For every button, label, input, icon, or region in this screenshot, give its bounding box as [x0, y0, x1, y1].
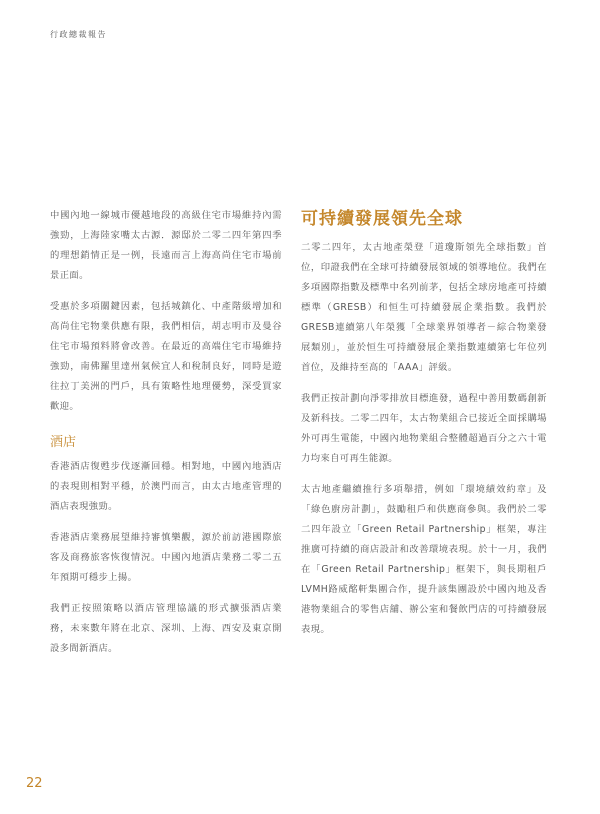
right-column — [301, 206, 547, 651]
hotels-paragraph-2: 香港酒店業務展望維持審慎樂觀，源於前訪港國際旅客及商務旅客恢復情況。中國內地酒店業務二零二五年預期可穩步上揚。 — [50, 532, 282, 583]
residential-outlook-paragraph: 受惠於多項關鍵因素，包括城鎮化、中產階級增加和高尚住宅物業供應有限，我們相信，胡志明市及曼谷住宅市場預料將會改善。在最近的高端住宅市場維持強勁，南佛羅里達州氣候宜人和稅制良好，同時是遊往拉丁美洲的門戶，具有策略性地理優勢，深受買家歡迎。 — [50, 301, 282, 412]
hotels-paragraph-1: 香港酒店復甦步伐逐漸回穩。相對地，中國內地酒店的表現則相對平穩，於澳門而言，由太古地產管理的酒店表現強勁。 — [50, 461, 282, 512]
sustainability-paragraph-2: 我們正按計劃向淨零排放目標進發，過程中善用數碼創新及新科技。二零二四年，太古物業組合已接近全面採購場外可再生電能，中國內地物業組合整體超過百分之六十電力均來自可再生能源。 — [301, 393, 547, 464]
sustainability-heading: 可持續發展領先全球 — [301, 209, 463, 229]
sustainability-paragraph-1: 二零二四年，太古地產榮登「道瓊斯領先全球指數」首位，印證我們在全球可持續發展領域的領導地位。我們在多項國際指數及標準中名列前茅，包括全球房地產可持續標準（GRESB）和恒生可持續發展企業指數。我們於GRESB連續第八年榮獲「全球業界領導者－綜合物業發展類別」，並於恒生可持續發展企業指數連續第七年位列首位，及維持至高的「AAA」評級。 — [301, 242, 547, 373]
sustainability-paragraph-3: 太古地產繼續推行多項舉措，例如「環境績效約章」及「綠色廚房計劃」，鼓勵租戶和供應商參與。我們於二零二四年設立「Green Retail Partnership」框架，專注推廣可持續的商店設計和改善環境表現。於十一月，我們在「Green Retail Partnership」框架下，與長期租戶LVMH路威酩軒集團合作，提升該集團設於中國內地及香港物業組合的零售店舖、辦公室和餐飲門店的可持續發展表現。 — [301, 484, 547, 635]
left-column — [50, 206, 282, 670]
residential-market-paragraph: 中國內地一線城市優越地段的高級住宅市場維持內需強勁，上海陸家嘴太古源．源邸於二零二四年第四季的理想銷情正是一例，長遠而言上海高尚住宅市場前景正面。 — [50, 210, 282, 281]
page-number: 22 — [26, 776, 43, 791]
running-header: 行政總裁報告 — [50, 30, 107, 39]
hotels-heading: 酒店 — [50, 435, 77, 450]
hotels-paragraph-3: 我們正按照策略以酒店管理協議的形式擴張酒店業務，未來數年將在北京、深圳、上海、西安及東京開設多間新酒店。 — [50, 603, 282, 654]
